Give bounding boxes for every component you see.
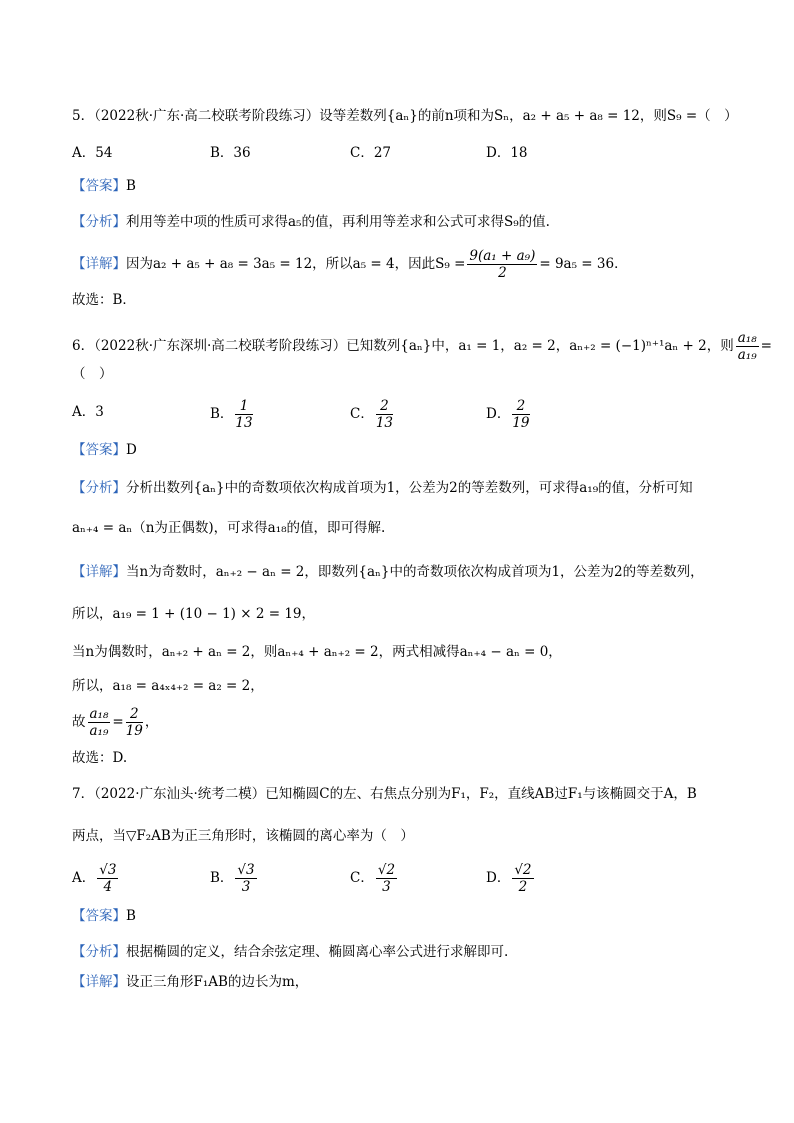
fraction-numerator: 2 [126, 706, 143, 723]
q6-detail-4: 所以，a₁₈ = a₄ₓ₄₊₂ = a₂ = 2， [72, 678, 264, 694]
option-label: C． [350, 870, 374, 886]
detail-text: 因为a₂ + a₅ + a₈ = 3a₅ = 12，所以a₅ = 4，因此S₉ = [126, 256, 466, 272]
fraction [97, 862, 118, 895]
q5-option-c: C．27 [350, 145, 392, 161]
answer-tag: 【答案】 [72, 178, 126, 194]
answer-tag: 【答案】 [72, 908, 126, 924]
analysis-text: 分析出数列{aₙ}中的奇数项依次构成首项为1，公差为2的等差数列，可求得a₁₉的值，分析可知 [126, 480, 693, 496]
answer-value: B [126, 178, 136, 194]
fraction [88, 706, 111, 739]
detail-tag: 【详解】 [72, 564, 126, 580]
q5-option-a: A．54 [72, 145, 113, 161]
q6-answer [72, 440, 734, 460]
fraction-numerator: √2 [377, 862, 396, 878]
q7-option-a [72, 862, 120, 895]
detail-tag: 【详解】 [72, 974, 126, 990]
option-label: D． [486, 406, 511, 422]
fraction-denominator: a₁₉ [737, 347, 757, 363]
analysis-tag: 【分析】 [72, 944, 126, 960]
q5-choose: 故选：B． [72, 292, 136, 308]
detail-text: 故 [72, 714, 86, 730]
fraction-numerator: 2 [376, 398, 393, 415]
q6-stem [72, 330, 772, 363]
fraction-denominator: 13 [235, 415, 253, 431]
answer-tag: 【答案】 [72, 442, 126, 458]
analysis-tag: 【分析】 [72, 214, 126, 230]
fraction-numerator: a₁₈ [737, 330, 757, 346]
fraction-denominator: 19 [512, 415, 530, 431]
q6-stem-end: = [760, 338, 772, 354]
q6-option-d [486, 398, 532, 431]
q5-stem: 5．（2022秋·广东·高二校联考阶段练习）设等差数列{aₙ}的前n项和为Sₙ，a₂ + a₅ + a₈ = 12，则S₉ =（ ） [72, 108, 738, 124]
fraction [235, 862, 256, 895]
detail-text: 当n为奇数时，aₙ₊₂ − aₙ = 2，即数列{aₙ}中的奇数项依次构成首项为1，公差为2的等差数列， [126, 564, 704, 580]
q6-detail-5 [72, 704, 734, 740]
q6-detail-3: 当n为偶数时，aₙ₊₂ + aₙ = 2，则aₙ₊₄ + aₙ₊₂ = 2，两式相减得aₙ₊₄ − aₙ = 0， [72, 644, 562, 660]
detail-text-end: = 9a₅ = 36． [539, 256, 628, 272]
q6-analysis-2: aₙ₊₄ = aₙ（n为正偶数)，可求得a₁₈的值，即可得解. [72, 520, 386, 536]
q6-option-c [350, 398, 395, 431]
q6-detail-1 [72, 562, 734, 582]
fraction-numerator: 2 [512, 398, 529, 415]
fraction-denominator: 19 [125, 723, 143, 739]
fraction [126, 706, 143, 739]
fraction-denominator: 2 [498, 265, 507, 281]
q7-analysis [72, 942, 734, 962]
q7-option-d [486, 862, 536, 895]
fraction-numerator: 9(a₁ + a₉) [469, 248, 536, 264]
q5-detail [72, 248, 734, 281]
option-label: B． [210, 406, 234, 422]
fraction-denominator: 3 [241, 879, 251, 895]
option-label: C． [350, 406, 374, 422]
q6-stem-2: （ ） [72, 366, 113, 382]
answer-value: B [126, 908, 136, 924]
q7-option-c [350, 862, 399, 895]
detail-text: 设正三角形F₁AB的边长为m， [126, 974, 309, 990]
q5-answer [72, 176, 734, 196]
q5-option-b: B．36 [210, 145, 251, 161]
q6-detail-2: 所以，a₁₉ = 1 + (10 − 1) × 2 = 19， [72, 606, 315, 622]
fraction-denominator: 13 [375, 415, 394, 431]
fraction [512, 398, 529, 431]
fraction-numerator: √3 [99, 862, 117, 878]
analysis-text: 利用等差中项的性质可求得a₅的值，再利用等差求和公式可求得S₉的值. [126, 214, 550, 230]
analysis-text: 根据椭圆的定义，结合余弦定理、椭圆离心率公式进行求解即可. [126, 944, 509, 960]
q5-option-d: D．18 [486, 145, 528, 161]
q7-stem-1: 7．（2022·广东汕头·统考二模）已知椭圆C的左、右焦点分别为F₁，F₂，直线AB过F₁与该椭圆交于A，B [72, 786, 697, 802]
fraction-numerator: 1 [235, 398, 252, 415]
q6-option-b [210, 398, 255, 431]
fraction [512, 862, 533, 895]
analysis-tag: 【分析】 [72, 480, 126, 496]
fraction [235, 398, 252, 431]
fraction-denominator: a₁₉ [89, 723, 109, 739]
q6-option-a: A．3 [72, 404, 104, 420]
q7-option-b [210, 862, 259, 895]
q7-stem-2: 两点，当▽F₂AB为正三角形时，该椭圆的离心率为（ ） [72, 828, 414, 844]
q6-choose: 故选：D. [72, 750, 128, 766]
q6-stem-text: 6．（2022秋·广东深圳·高二校联考阶段练习）已知数列{aₙ}中，a₁ = 1，a₂ = 2，aₙ₊₂ = (−1)ⁿ⁺¹aₙ + 2，则 [72, 338, 734, 354]
fraction-denominator: 3 [382, 879, 391, 895]
detail-tag: 【详解】 [72, 256, 126, 272]
fraction-numerator: √3 [237, 862, 255, 878]
option-label: D． [486, 870, 511, 886]
fraction-denominator: 4 [103, 879, 113, 895]
option-label: B． [210, 870, 234, 886]
q7-answer [72, 906, 734, 926]
equals-sign: = [112, 714, 124, 730]
answer-value: D [126, 442, 137, 458]
fraction-numerator: √2 [514, 862, 532, 878]
q5-analysis [72, 212, 734, 232]
option-label: A． [72, 870, 96, 886]
fraction [467, 248, 537, 281]
q6-analysis-1 [72, 478, 734, 498]
fraction [376, 398, 393, 431]
q7-detail [72, 972, 734, 992]
detail-text-end: ， [144, 714, 159, 730]
fraction-denominator: 2 [518, 879, 528, 895]
fraction-numerator: a₁₈ [89, 706, 109, 722]
fraction [736, 330, 759, 363]
fraction [376, 862, 397, 895]
